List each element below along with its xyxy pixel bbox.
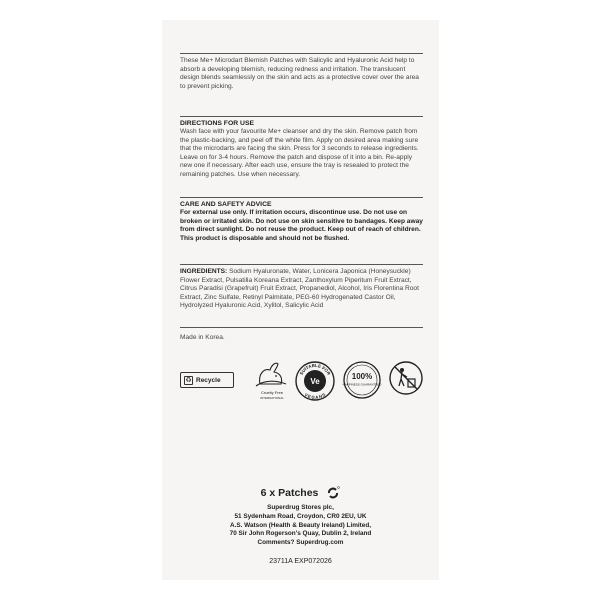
ingredients-label: INGREDIENTS: xyxy=(180,268,228,275)
made-in-text: Made in Korea. xyxy=(180,334,225,341)
green-dot-recycling-icon xyxy=(326,486,340,500)
ingredients-list: Sodium Hyaluronate, Water, Lonicera Japonica (Honeysuckle) Flower Extract, Pulsatilla Koreana Extract, Zanthoxylum Piperitum Fruit Extract, Citrus Paradisi (Grapefruit) Fruit Extract, Propanediol, Alcohol, Iris Florentina Root Extract, Zinc Sulfate, Retinyl Palmitate, PEG-60 Hydrogenated Castor Oil, Hydrolyzed Hyaluronic Acid, Xylitol, Salicylic Acid xyxy=(180,268,419,310)
vegan-bottom-text: VEGANS xyxy=(303,392,327,401)
divider xyxy=(180,53,423,54)
vegan-icon xyxy=(294,360,336,402)
care-text: For external use only. If irritation occurs, discontinue use. Do not use on broken or irritated skin. Do not use on skin sensitive to bandages. Keep away from direct sunlight. Do not reuse the product. Keep out of reach of children. This product is disposable and should not be flushed. xyxy=(180,209,423,242)
vegan-top-text: SUITABLE FOR xyxy=(298,362,332,376)
directions-text: Wash face with your favourite Me+ cleanser and dry the skin. Remove patch from the plastic-backing, and peel off the white film. Apply on desired area making sure that the microdarts are facing the skin. Press for 3 seconds to release ingredients. Leave on for 3-4 hours. Remove the patch and dispose of it into a bin. Re-apply new one if necessary. After each use, ensure the tray is resealed to protect the remaining patches. Use when necessary. xyxy=(180,128,419,178)
happiness-percent: 100% xyxy=(351,372,373,381)
vegan-badge xyxy=(294,360,336,402)
bunny-icon xyxy=(250,360,294,392)
cruelty-free-org: INTERNATIONAL xyxy=(260,395,284,400)
pack-count-label: 6 x Patches xyxy=(260,487,319,499)
cruelty-free-label: Cruelty Free xyxy=(260,390,283,395)
divider xyxy=(180,197,423,198)
ingredients-text xyxy=(180,268,423,311)
batch-expiry-code: 23711A EXP072026 xyxy=(269,558,332,565)
vegan-mark: Ve xyxy=(310,377,320,386)
care-heading: CARE AND SAFETY ADVICE xyxy=(180,201,272,208)
guarantee-seal-icon xyxy=(342,360,382,400)
address-line: A.S. Watson (Health & Beauty Ireland) Limited, xyxy=(229,521,372,529)
recycle-badge xyxy=(180,372,234,388)
divider xyxy=(180,327,423,328)
tidyman-bin-icon xyxy=(388,360,424,396)
happiness-text: HAPPINESS GUARANTEED xyxy=(342,382,382,387)
certification-icons xyxy=(180,360,425,404)
address-line: Superdrug Stores plc, xyxy=(267,504,334,511)
address-line: 51 Sydenham Road, Croydon, CR0 2EU, UK xyxy=(234,512,367,520)
address-line: 70 Sir John Rogerson's Quay, Dublin 2, Ireland xyxy=(229,530,372,538)
divider xyxy=(180,116,423,117)
directions-heading: DIRECTIONS FOR USE xyxy=(180,120,255,127)
comments-line: Comments? Superdrug.com xyxy=(257,539,344,547)
recycle-label: Recycle xyxy=(196,376,221,384)
cruelty-free-badge xyxy=(250,360,294,404)
recycle-icon: ♻ xyxy=(185,376,192,384)
company-address xyxy=(162,504,439,548)
do-not-litter-badge xyxy=(388,360,424,396)
pack-count xyxy=(162,486,439,500)
product-back-panel xyxy=(162,20,439,580)
product-description: These Me+ Microdart Blemish Patches with Salicylic and Hyaluronic Acid help to absorb a developing blemish, reducing redness and irritation. The translucent design blends seamlessly on the skin and acts as a protective cover over the area to prevent picking. xyxy=(180,57,419,90)
happiness-guarantee-badge xyxy=(342,360,382,400)
divider xyxy=(180,264,423,265)
